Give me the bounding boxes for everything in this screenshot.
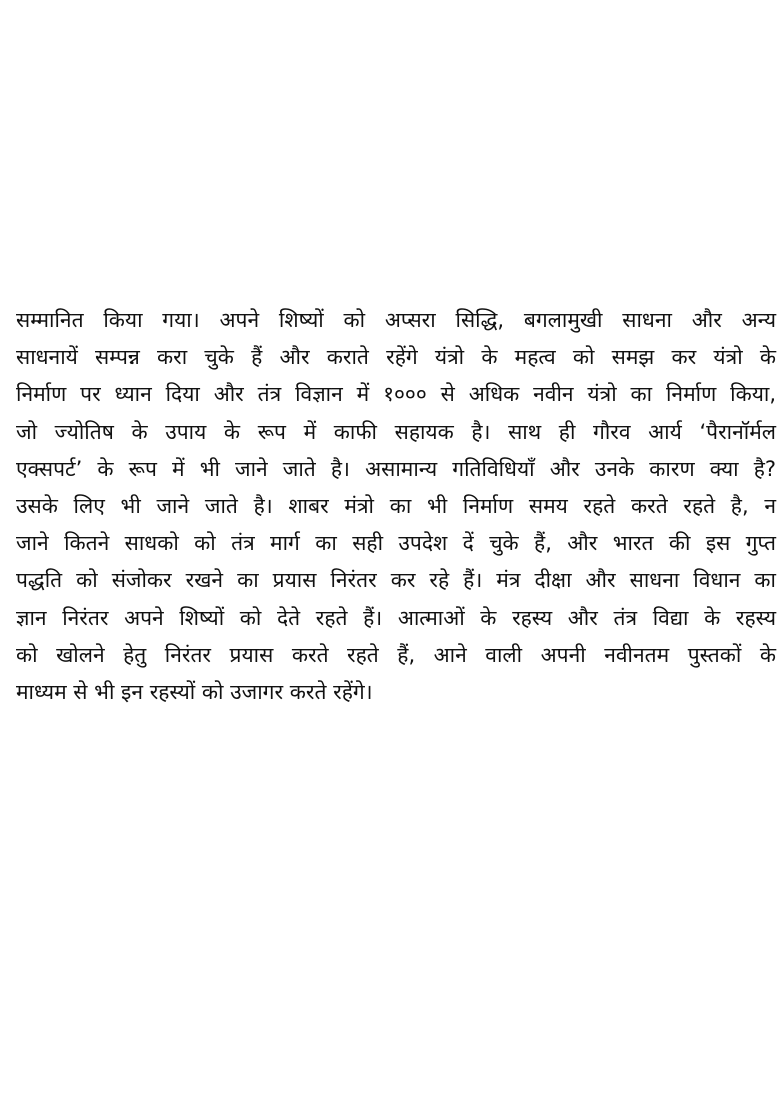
paragraph-line-5: एक्सपर्ट’ के रूप में भी जाने जाते है। असामान्य गतिविधियाँ और उनके कारण क्या है? [16, 456, 776, 481]
paragraph-line-1: सम्मानित किया गया। अपने शिष्यों को अप्सरा सिद्धि, बगलामुखी साधना और अन्य [16, 308, 776, 332]
paragraph-line-6: उसके लिए भी जाने जाते है। शाबर मंत्रो का भी निर्माण समय रहते करते रहते है, न [16, 493, 776, 518]
paragraph-line-11: माध्यम से भी इन रहस्यों को उजागर करते रहेंगे। [16, 679, 373, 704]
paragraph-line-8: पद्धति को संजोकर रखने का प्रयास निरंतर कर रहे हैं। मंत्र दीक्षा और साधना विधान का [16, 568, 776, 593]
paragraph-line-10: को खोलने हेतु निरंतर प्रयास करते रहते हैं, आने वाली अपनी नवीनतम पुस्तकों के [16, 642, 776, 667]
paragraph-line-7: जाने कितने साधको को तंत्र मार्ग का सही उपदेश दें चुके हैं, और भारत की इस गुप्त [16, 531, 776, 556]
paragraph-line-9: ज्ञान निरंतर अपने शिष्यों को देते रहते हैं। आत्माओं के रहस्य और तंत्र विद्या के रहस्य [16, 605, 776, 630]
body-paragraph [16, 302, 776, 711]
paragraph-line-4: जो ज्योतिष के उपाय के रूप में काफी सहायक है। साथ ही गौरव आर्य ‘पैरानॉर्मल [16, 419, 776, 444]
paragraph-line-3: निर्माण पर ध्यान दिया और तंत्र विज्ञान में १००० से अधिक नवीन यंत्रो का निर्माण किया, [16, 382, 776, 407]
paragraph-line-2: साधनायें सम्पन्न करा चुके हैं और कराते रहेंगे यंत्रो के महत्व को समझ कर यंत्रो के [16, 345, 776, 370]
